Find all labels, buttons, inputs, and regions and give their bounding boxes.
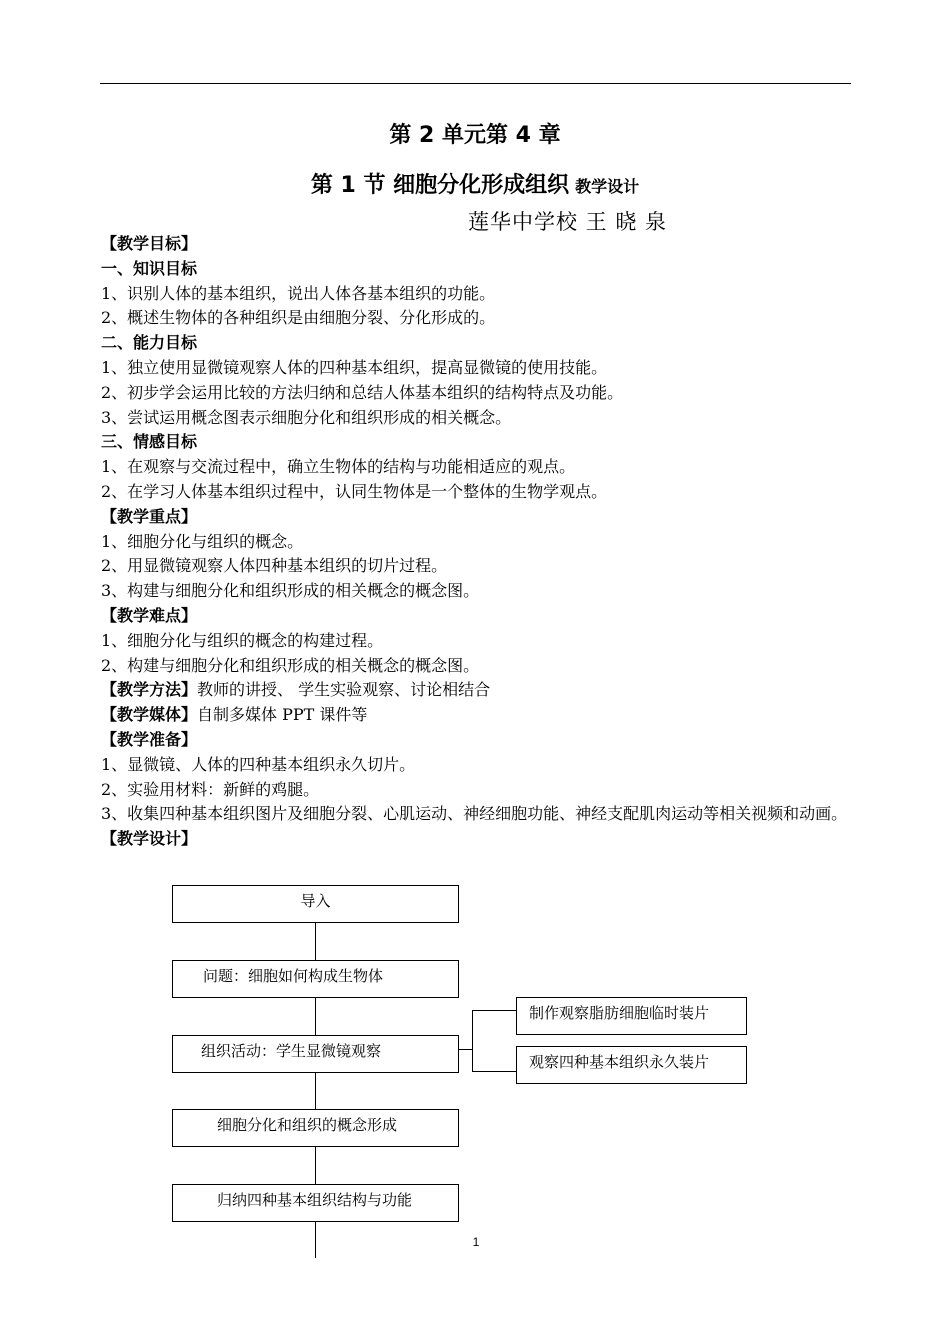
body-line: 3、构建与细胞分化和组织形成的相关概念的概念图。 [101,581,480,601]
flow-connector [315,1073,316,1109]
flow-connector [315,923,316,960]
flow-step-intro [172,885,459,923]
section-heading: 二、能力目标 [101,333,198,353]
flow-branch-connector [472,1071,516,1072]
flow-step-question-label: 问题：细胞如何构成生物体 [203,967,384,985]
flow-connector [315,1222,316,1258]
body-line: 2、用显微镜观察人体四种基本组织的切片过程。 [101,556,448,576]
body-line: 1、识别人体的基本组织，说出人体各基本组织的功能。 [101,283,496,303]
body-line: 2、在学习人体基本组织过程中，认同生物体是一个整体的生物学观点。 [101,481,608,501]
line-label: 【教学媒体】 [101,705,198,725]
flow-branch-permanent-slide [516,1046,747,1084]
flow-connector [315,1147,316,1184]
section-heading: 【教学难点】 [101,605,198,625]
body-line: 1、细胞分化与组织的概念的构建过程。 [101,630,384,650]
body-line: 3、尝试运用概念图表示细胞分化和组织形成的相关概念。 [101,407,512,427]
line-text: 自制多媒体 PPT 课件等 [197,705,368,725]
body-line: 1、在观察与交流过程中，确立生物体的结构与功能相适应的观点。 [101,457,576,477]
body-line: 1、独立使用显微镜观察人体的四种基本组织，提高显微镜的使用技能。 [101,357,608,377]
body-line: 2、概述生物体的各种组织是由细胞分裂、分化形成的。 [101,308,496,328]
body-line: 2、实验用材料：新鲜的鸡腿。 [101,779,320,799]
flow-connector [315,998,316,1035]
body-line: 1、显微镜、人体的四种基本组织永久切片。 [101,754,416,774]
section-heading: 【教学准备】 [101,729,198,749]
section-heading: 【教学重点】 [101,506,198,526]
flow-step-concept-label: 细胞分化和组织的概念形成 [217,1116,398,1134]
line-label: 【教学方法】 [101,680,198,700]
flow-step-activity-label: 组织活动：学生显微镜观察 [201,1042,382,1060]
flow-step-concept [172,1109,459,1147]
author-line: 莲华中学校 王 晓 泉 [468,210,668,234]
flow-step-summary-label: 归纳四种基本组织结构与功能 [217,1191,413,1209]
flow-step-activity [172,1035,459,1073]
page-number: 1 [472,1235,480,1249]
flow-branch-connector [459,1049,473,1050]
flow-step-intro-label: 导入 [300,892,331,910]
line-text: 教师的讲授、 学生实验观察、讨论相结合 [197,680,491,700]
flow-branch-connector [472,1010,516,1011]
section-heading: 三、情感目标 [101,432,198,452]
body-line: 2、初步学会运用比较的方法归纳和总结人体基本组织的结构特点及功能。 [101,382,624,402]
section-heading: 一、知识目标 [101,258,198,278]
body-line: 2、构建与细胞分化和组织形成的相关概念的概念图。 [101,655,480,675]
body-line: 1、细胞分化与组织的概念。 [101,531,304,551]
flow-branch-connector [472,1010,473,1071]
body-line: 3、收集四种基本组织图片及细胞分裂、心肌运动、神经细胞功能、神经支配肌肉运动等相关视频和动画。 [101,804,848,824]
section-heading: 【教学设计】 [101,829,198,849]
section-heading: 【教学目标】 [101,234,198,253]
flow-step-summary [172,1184,459,1222]
flow-step-question [172,960,459,998]
chapter-title: 第 2 单元第 4 章 [389,123,561,148]
flow-branch-temporary-slide [516,997,747,1035]
lesson-title-main: 第 1 节 细胞分化形成组织 [310,173,570,198]
flow-branch-temporary-slide-label: 制作观察脂肪细胞临时装片 [529,1004,710,1022]
lesson-title-suffix: 教学设计 [575,177,640,196]
flow-branch-permanent-slide-label: 观察四种基本组织永久装片 [529,1053,710,1071]
